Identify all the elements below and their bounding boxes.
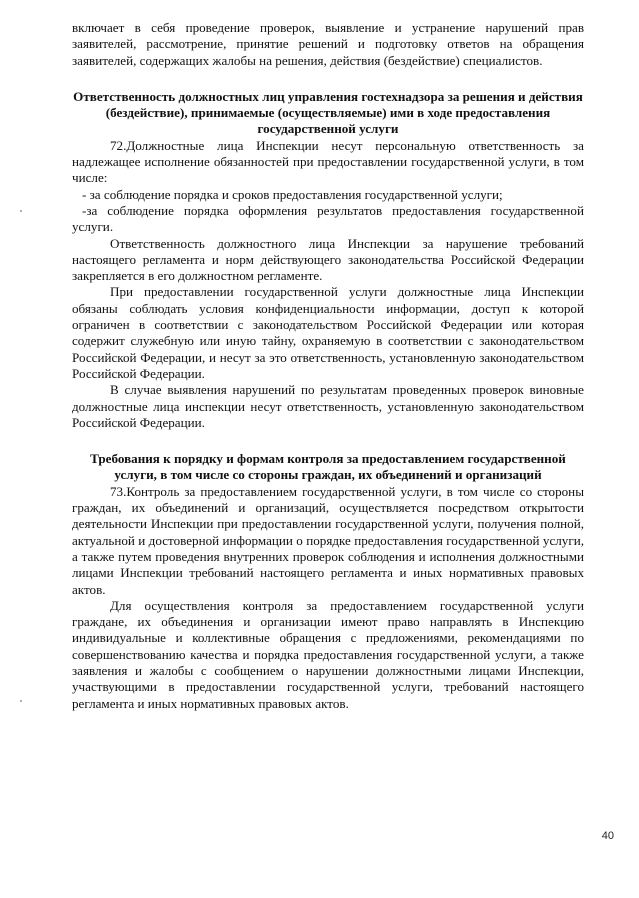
list-item-results: -за соблюдение порядка оформления результатов предоставления государственной услуги.: [72, 202, 584, 235]
paragraph-72: 72.Должностные лица Инспекции несут персональную ответственность за надлежащее исполнение обязанностей при предоставлении государственной услуги, в том числе:: [72, 137, 584, 186]
scan-artifact: [20, 700, 22, 702]
paragraph-73: 73.Контроль за предоставлением государственной услуги, в том числе со стороны граждан, их объединений и организаций, осуществляется посредством открытости деятельности Инспекции при предоставлении государственной услуги, получения полной, актуальной и достоверной информации о порядке предоставления государственной услуги, а также путем проведения внутренних проверок соблюдения и исполнения должностными лицами Инспекции требований настоящего регламента и иных нормативных правовых актов.: [72, 483, 584, 597]
list-item-deadlines: - за соблюдение порядка и сроков предоставления государственной услуги;: [82, 186, 503, 202]
section-heading-responsibility: Ответственность должностных лиц управления гостехнадзора за решения и действия (бездействие), принимаемые (осуществляемые) ими в ходе предоставления государственной услуги: [73, 88, 583, 137]
section-heading-control: Требования к порядку и формам контроля за предоставлением государственной услуги, в том числе со стороны граждан, их объединений и организаций: [90, 451, 566, 483]
paragraph-continuation: включает в себя проведение проверок, выявление и устранение нарушений прав заявителей, рассмотрение, принятие решений и подготовку ответов на обращения заявителей, содержащих жалобы на решения, действия (бездействие) специалистов.: [72, 20, 584, 68]
paragraph-responsibility: Ответственность должностного лица Инспекции за нарушение требований настоящего регламента и норм действующего законодательства Российской Федерации закрепляется в его должностном регламенте.: [72, 235, 584, 284]
document-body: [72, 20, 584, 712]
paragraph-violations: В случае выявления нарушений по результатам проведенных проверок виновные должностные лица инспекции несут ответственность, установленную законодательством Российской Федерации.: [72, 382, 584, 430]
paragraph-confidentiality: При предоставлении государственной услуги должностные лица Инспекции обязаны соблюдать условия конфиденциальности информации, доступ к которой ограничен в соответствии с законодательством Российской Федерации или которая содержит служебную или иную тайну, охраняемую в соответствии с законодательством Российской Федерации, и несут за это ответственность, установленную законодательством Российской Федерации.: [72, 284, 584, 381]
paragraph-citizen-control: Для осуществления контроля за предоставлением государственной услуги граждане, их объединения и организации имеют право направлять в Инспекцию индивидуальные и коллективные обращения с предложениями, рекомендациями по совершенствованию качества и порядка предоставления государственной услуги, а также заявления и жалобы с сообщением о нарушении должностными лицами Инспекции, участвующими в предоставлении государственной услуги, требований настоящего регламента и иных нормативных правовых актов.: [72, 597, 584, 711]
page-number: 40: [601, 830, 614, 842]
scan-artifact: [20, 210, 22, 212]
